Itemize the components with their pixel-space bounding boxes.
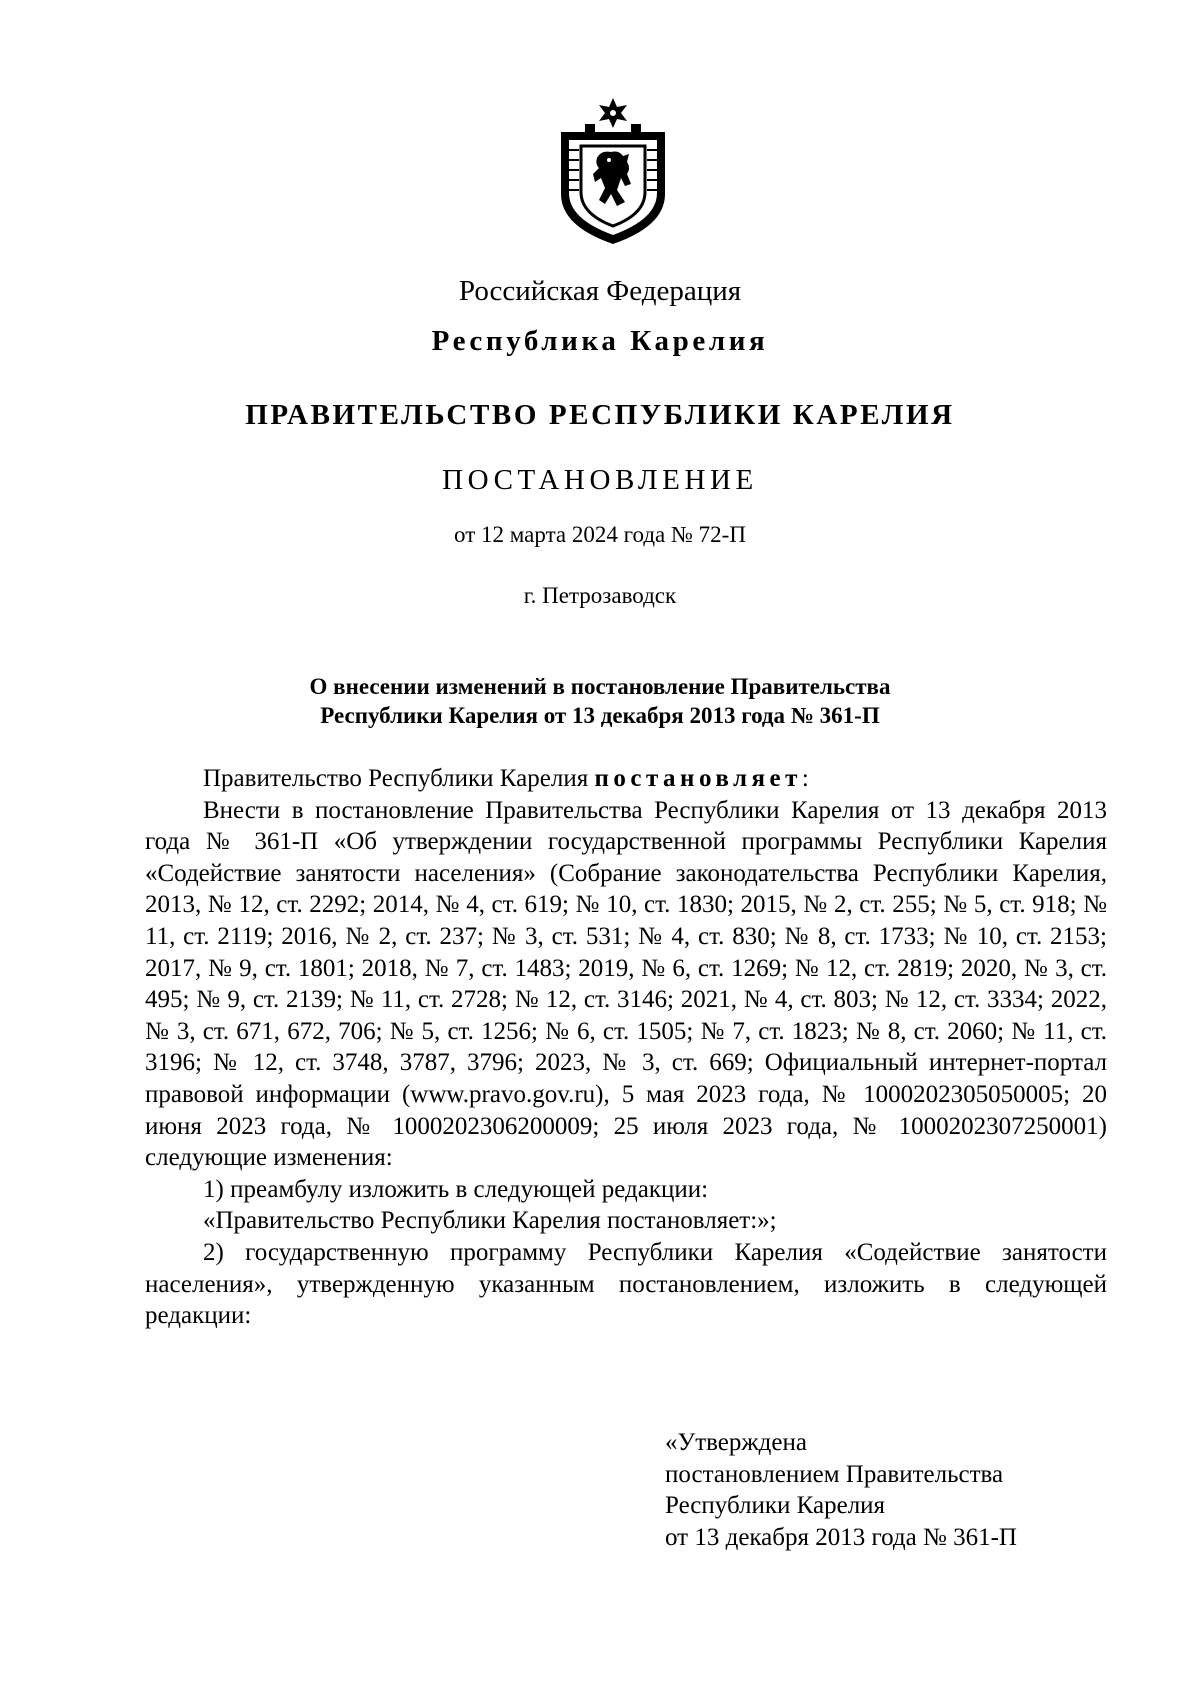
item-1-quote: «Правительство Республики Карелия постановляет:»; <box>203 1207 777 1235</box>
government-name: ПРАВИТЕЛЬСТВО РЕСПУБЛИКИ КАРЕЛИЯ <box>245 399 955 431</box>
document-date-number: от 12 марта 2024 года № 72-П <box>454 522 746 547</box>
approval-line-3: Республики Карелия <box>665 1492 886 1520</box>
main-paragraph: Внести в постановление Правительства Республики Карелия от 13 декабря 2013 года № 361-П «Об утверждении государственной программы Республики Карелия «Содействие занятости населения» (Собрание законодательства Республики Карелия, 2013, № 12, ст. 2292; 2014, № 4, ст. 619; № 10, ст. 1830; 2015, № 2, ст. 255; № 5, ст. 918; № 11, ст. 2119; 2016, № 2, ст. 237; № 3, ст. 531; № 4, ст. 830; № 8, ст. 1733; № 10, ст. 2153; 2017, № 9, ст. 1801; 2018, № 7, ст. 1483; 2019, № 6, ст. 1269; № 12, ст. 2819; 2020, № 3, ст. 495; № 9, ст. 2139; № 11, ст. 2728; № 12, ст. 3146; 2021, № 4, ст. 803; № 12, ст. 3334; 2022, № 3, ст. 671, 672, 706; № 5, ст. 1256; № 6, ст. 1505; № 7, ст. 1823; № 8, ст. 2060; № 11, ст. 3196; № 12, ст. 3748, 3787, 3796; 2023, № 3, ст. 669; Официальный интернет-портал правовой информации (www.pravo.gov.ru), 5 мая 2023 года, № 1000202305050005; 20 июня 2023 года, № 1000202306200009; 25 июля 2023 года, № 1000202307250001) следующие изменения: <box>145 796 1107 1172</box>
intro-text: Правительство Республики Карелия <box>203 765 595 792</box>
country-name: Российская Федерация <box>458 275 742 307</box>
document-type: ПОСТАНОВЛЕНИЕ <box>442 464 758 496</box>
document-title-line-2: Республики Карелия от 13 декабря 2013 года № 361-П <box>320 703 880 728</box>
item-2: 2) государственную программу Республики Карелия «Содействие занятости населения», утвержденную указанным постановлением, изложить в следующей редакции: <box>145 1238 1107 1330</box>
document-title-line-1: О внесении изменений в постановление Правительства <box>309 674 891 699</box>
approval-block <box>665 1427 1105 1553</box>
intro-decree-word: постановляет <box>594 765 802 792</box>
document-city: г. Петрозаводск <box>523 583 677 608</box>
intro-paragraph <box>145 763 1107 795</box>
approval-line-4: от 13 декабря 2013 года № 361-П <box>665 1523 1017 1551</box>
intro-colon: : <box>801 765 809 792</box>
republic-name: Республика Карелия <box>431 325 769 357</box>
item-1: 1) преамбулу изложить в следующей редакции: <box>203 1175 709 1203</box>
document-title <box>0 672 1200 730</box>
karelia-coat-of-arms-icon <box>555 98 671 246</box>
approval-line-2: постановлением Правительства <box>665 1460 1004 1488</box>
approval-line-1: «Утверждена <box>665 1429 807 1456</box>
document-body <box>145 763 1107 1332</box>
